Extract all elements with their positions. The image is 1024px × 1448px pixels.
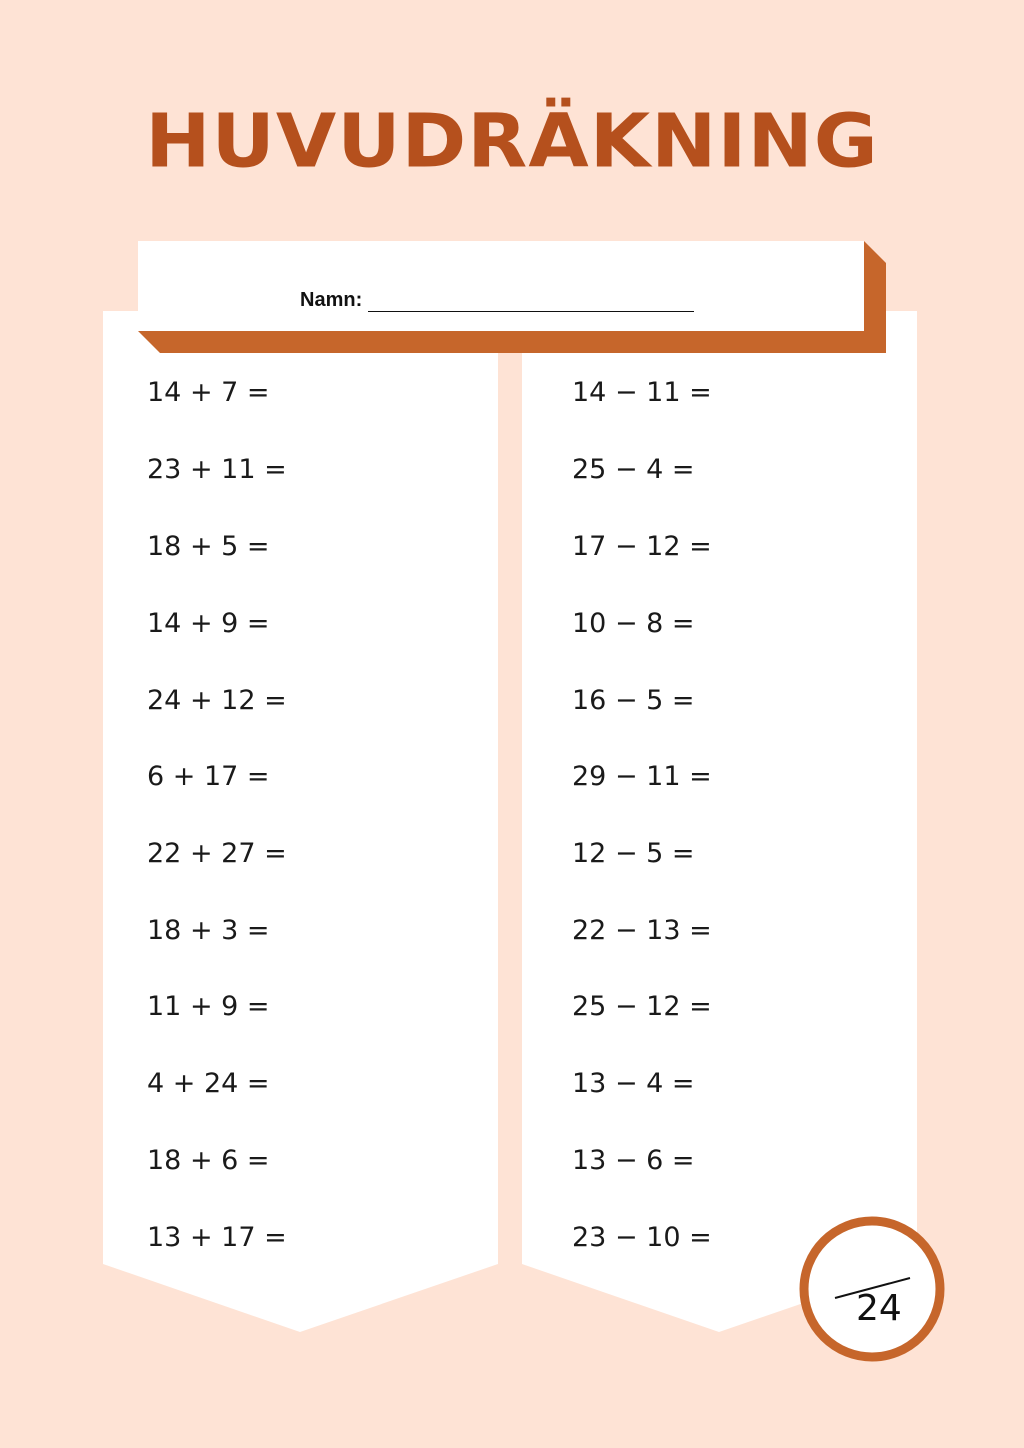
addition-problem: 4 + 24 =: [147, 1068, 270, 1099]
addition-problem: 13 + 17 =: [147, 1222, 287, 1253]
subtraction-problem: 12 − 5 =: [572, 838, 695, 869]
subtraction-problem: 25 − 4 =: [572, 454, 695, 485]
subtraction-problem: 25 − 12 =: [572, 991, 712, 1022]
subtraction-problem: 14 − 11 =: [572, 377, 712, 408]
subtraction-problem: 29 − 11 =: [572, 761, 712, 792]
score-total: 24: [856, 1288, 902, 1329]
name-field[interactable]: [300, 282, 694, 312]
page-title: HUVUDRÄKNING: [145, 99, 879, 185]
addition-problem: 11 + 9 =: [147, 991, 270, 1022]
subtraction-problem: 22 − 13 =: [572, 915, 712, 946]
addition-problem: 23 + 11 =: [147, 454, 287, 485]
addition-problem: 18 + 6 =: [147, 1145, 270, 1176]
addition-problem: 24 + 12 =: [147, 685, 287, 716]
addition-problem: 14 + 9 =: [147, 608, 270, 639]
addition-problem: 22 + 27 =: [147, 838, 287, 869]
subtraction-problem: 17 − 12 =: [572, 531, 712, 562]
subtraction-problem: 23 − 10 =: [572, 1222, 712, 1253]
subtraction-problem: 16 − 5 =: [572, 685, 695, 716]
subtraction-problem: 13 − 6 =: [572, 1145, 695, 1176]
addition-problem: 6 + 17 =: [147, 761, 270, 792]
name-input-line[interactable]: [368, 288, 694, 312]
addition-problem: 18 + 5 =: [147, 531, 270, 562]
subtraction-problem: 13 − 4 =: [572, 1068, 695, 1099]
addition-problem: 14 + 7 =: [147, 377, 270, 408]
name-label: Namn:: [300, 289, 363, 311]
subtraction-problem: 10 − 8 =: [572, 608, 695, 639]
addition-problem: 18 + 3 =: [147, 915, 270, 946]
